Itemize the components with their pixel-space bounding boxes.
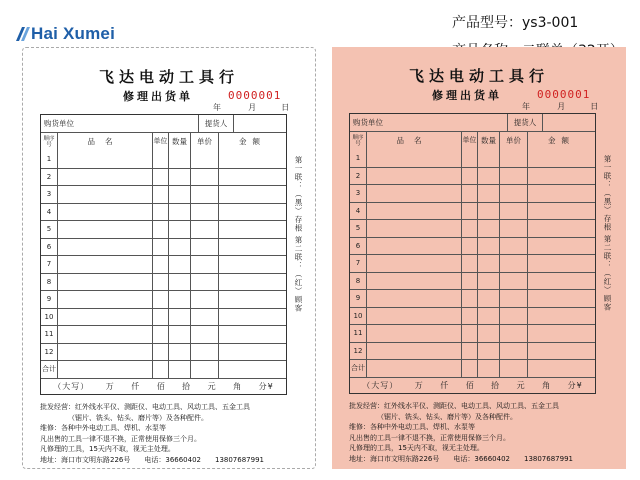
item-row: [41, 150, 286, 168]
item-row: [41, 255, 286, 273]
item-price-cell: [190, 274, 218, 291]
buyer-row: [41, 115, 286, 132]
capital-unit: 仟: [131, 381, 141, 391]
item-price-cell: [499, 149, 527, 167]
item-amount-cell: [218, 169, 286, 186]
row-number: 5: [46, 225, 52, 234]
item-unit-cell: [461, 273, 477, 290]
item-name-cell: [57, 326, 152, 343]
item-name-cell: [57, 291, 152, 308]
capital-unit: 分¥: [258, 381, 274, 391]
item-name-cell: [57, 204, 152, 221]
row-number: 7: [355, 259, 361, 268]
item-qty-cell: [477, 185, 499, 202]
row-number: 6: [355, 241, 361, 250]
note-line-4: 凡出售的工具一律不退不换，正常使用保修三个月。: [349, 433, 510, 442]
row-number: 3: [355, 189, 361, 198]
item-unit-cell: [461, 168, 477, 185]
logo-mark-icon: [16, 27, 30, 41]
item-row: [41, 325, 286, 343]
company-name: 飞达电动工具行: [408, 67, 549, 85]
header-row: [350, 131, 595, 149]
item-price-cell: [499, 203, 527, 220]
form-copy-pink: [332, 47, 626, 469]
item-qty-cell: [168, 239, 190, 256]
capital-unit: 佰: [465, 380, 475, 390]
item-row: [41, 238, 286, 256]
item-qty-cell: [168, 204, 190, 221]
capital-unit: 元: [516, 380, 526, 390]
item-qty-cell: [477, 343, 499, 360]
row-number: 10: [44, 312, 54, 321]
item-unit-cell: [461, 238, 477, 255]
row-number: 8: [355, 276, 361, 285]
item-unit-cell: [152, 186, 168, 203]
capital-unit: （大写）: [362, 380, 399, 390]
date-day: 日: [590, 102, 599, 111]
item-unit-cell: [461, 325, 477, 342]
item-qty-cell: [477, 273, 499, 290]
item-price-cell: [190, 344, 218, 361]
item-qty-cell: [477, 203, 499, 220]
note-line-5: 凡修理的工具，15天内不取，视无主处理。: [349, 444, 484, 452]
item-unit-cell: [461, 343, 477, 360]
capital-unit: 角: [542, 380, 552, 390]
item-row: [350, 237, 595, 255]
capital-unit: 仟: [440, 380, 450, 390]
note-line-1: 批发经营：红外线水平仪、测距仪、电动工具、风动工具、五金工具: [349, 402, 559, 410]
total-row: [350, 359, 595, 377]
item-unit-cell: [152, 256, 168, 273]
serial-number: 0000001: [537, 88, 591, 101]
item-amount-cell: [527, 308, 595, 325]
capital-unit: （大写）: [53, 381, 90, 391]
item-name-cell: [57, 344, 152, 361]
note-line-6: 地址：海口市文明东路226号 电话：36660402 13807687991: [349, 454, 573, 463]
item-unit-cell: [152, 309, 168, 326]
item-qty-cell: [168, 169, 190, 186]
item-name-cell: [57, 309, 152, 326]
item-name-cell: [366, 185, 461, 202]
row-number: 12: [44, 347, 54, 356]
item-amount-cell: [218, 291, 286, 308]
brand-logo: [16, 24, 115, 44]
item-qty-cell: [168, 344, 190, 361]
item-amount-cell: [218, 204, 286, 221]
item-name-cell: [366, 343, 461, 360]
item-row: [41, 273, 286, 291]
col-amount: 金额: [218, 133, 286, 150]
item-row: [350, 289, 595, 307]
item-qty-cell: [168, 291, 190, 308]
item-price-cell: [499, 220, 527, 237]
col-unit: 单位: [152, 133, 168, 150]
col-no: 顺序号: [43, 135, 55, 148]
company-name: 飞达电动工具行: [98, 68, 239, 86]
item-price-cell: [190, 256, 218, 273]
product-model: 产品型号：ys3-001: [452, 15, 579, 31]
order-table: [349, 113, 596, 394]
item-price-cell: [190, 169, 218, 186]
item-amount-cell: [527, 290, 595, 307]
row-number: 10: [353, 311, 363, 320]
row-number: 1: [355, 153, 361, 162]
total-label: 合计: [351, 364, 365, 373]
item-name-cell: [366, 273, 461, 290]
item-qty-cell: [168, 256, 190, 273]
item-unit-cell: [461, 290, 477, 307]
date-line: [522, 101, 598, 112]
item-price-cell: [499, 255, 527, 272]
total-label: 合计: [42, 365, 56, 374]
item-row: [41, 343, 286, 361]
item-unit-cell: [461, 149, 477, 167]
note-line-2: （锯片、铣头、钻头、磨片等）及各种配件。: [377, 412, 517, 421]
item-row: [41, 290, 286, 308]
item-row: [350, 272, 595, 290]
logo-text: Hai Xumei: [31, 24, 115, 43]
item-amount-cell: [218, 344, 286, 361]
buyer-label: 购货单位: [44, 119, 74, 128]
capital-amount: [41, 379, 286, 394]
picker-field: [542, 114, 595, 131]
item-row: [41, 308, 286, 326]
item-price-cell: [190, 204, 218, 221]
item-qty-cell: [168, 274, 190, 291]
capital-unit: 拾: [182, 381, 192, 391]
col-no: 顺序号: [352, 134, 364, 147]
item-name-cell: [366, 290, 461, 307]
capital-unit: 佰: [156, 381, 166, 391]
item-price-cell: [190, 186, 218, 203]
item-price-cell: [190, 150, 218, 168]
row-number: 12: [353, 346, 363, 355]
footer-notes: [349, 401, 619, 464]
item-qty-cell: [477, 308, 499, 325]
item-rows: [41, 150, 286, 360]
capital-row: [350, 377, 595, 393]
capital-row: [41, 378, 286, 394]
item-name-cell: [366, 168, 461, 185]
item-amount-cell: [527, 343, 595, 360]
item-amount-cell: [527, 273, 595, 290]
item-price-cell: [499, 308, 527, 325]
item-amount-cell: [218, 150, 286, 168]
item-price-cell: [190, 221, 218, 238]
item-row: [350, 342, 595, 360]
form-copy-white: [22, 47, 316, 469]
item-amount-cell: [527, 220, 595, 237]
date-day: 日: [281, 103, 290, 112]
capital-amount: [350, 378, 595, 393]
item-unit-cell: [461, 185, 477, 202]
item-amount-cell: [527, 238, 595, 255]
item-price-cell: [499, 290, 527, 307]
row-number: 5: [355, 224, 361, 233]
col-price: 单价: [190, 133, 218, 150]
item-qty-cell: [477, 325, 499, 342]
item-name-cell: [57, 186, 152, 203]
item-name-cell: [366, 203, 461, 220]
item-price-cell: [190, 326, 218, 343]
item-name-cell: [57, 274, 152, 291]
picker-label: 提货人: [198, 115, 233, 132]
col-price: 单价: [499, 132, 527, 149]
date-month: 月: [248, 103, 257, 112]
item-name-cell: [57, 221, 152, 238]
item-amount-cell: [218, 186, 286, 203]
row-number: 11: [353, 329, 363, 338]
item-name-cell: [366, 325, 461, 342]
item-row: [350, 184, 595, 202]
item-row: [350, 307, 595, 325]
item-qty-cell: [168, 221, 190, 238]
date-year: 年: [522, 102, 530, 111]
item-amount-cell: [527, 168, 595, 185]
col-qty: 数量: [477, 132, 499, 149]
date-month: 月: [557, 102, 566, 111]
item-row: [350, 254, 595, 272]
col-unit: 单位: [461, 132, 477, 149]
item-name-cell: [366, 308, 461, 325]
footer-notes: [40, 402, 310, 465]
item-amount-cell: [527, 203, 595, 220]
col-qty: 数量: [168, 133, 190, 150]
item-qty-cell: [168, 309, 190, 326]
row-number: 4: [355, 206, 361, 215]
col-amount: 金额: [527, 132, 595, 149]
item-unit-cell: [152, 221, 168, 238]
item-price-cell: [190, 291, 218, 308]
item-amount-cell: [218, 274, 286, 291]
form-title: 修理出货单: [123, 90, 193, 103]
item-amount-cell: [527, 149, 595, 167]
capital-unit: 拾: [491, 380, 501, 390]
capital-unit: 万: [105, 381, 115, 391]
item-name-cell: [366, 220, 461, 237]
item-qty-cell: [168, 186, 190, 203]
total-row: [41, 360, 286, 378]
picker-field: [233, 115, 286, 132]
item-amount-cell: [218, 326, 286, 343]
row-number: 3: [46, 190, 52, 199]
item-unit-cell: [461, 220, 477, 237]
picker-label: 提货人: [507, 114, 542, 131]
item-unit-cell: [461, 203, 477, 220]
item-name-cell: [57, 239, 152, 256]
item-qty-cell: [477, 290, 499, 307]
item-qty-cell: [477, 149, 499, 167]
capital-unit: 万: [414, 380, 424, 390]
buyer-label: 购货单位: [353, 118, 383, 127]
item-unit-cell: [152, 326, 168, 343]
note-line-4: 凡出售的工具一律不退不换，正常使用保修三个月。: [40, 434, 201, 443]
item-row: [350, 202, 595, 220]
item-row: [41, 203, 286, 221]
copy-note: 第一联：（黑）存根 第二联：（红）顾客: [294, 156, 303, 313]
item-amount-cell: [218, 239, 286, 256]
item-unit-cell: [152, 274, 168, 291]
item-row: [350, 149, 595, 167]
item-row: [350, 219, 595, 237]
item-price-cell: [499, 238, 527, 255]
item-row: [41, 168, 286, 186]
item-unit-cell: [152, 169, 168, 186]
item-price-cell: [499, 185, 527, 202]
item-unit-cell: [152, 344, 168, 361]
item-unit-cell: [152, 239, 168, 256]
note-line-6: 地址：海口市文明东路226号 电话：36660402 13807687991: [40, 455, 264, 464]
item-name-cell: [57, 256, 152, 273]
item-amount-cell: [527, 185, 595, 202]
row-number: 4: [46, 207, 52, 216]
item-amount-cell: [218, 309, 286, 326]
order-table: [40, 114, 287, 395]
row-number: 9: [355, 294, 361, 303]
row-number: 8: [46, 277, 52, 286]
serial-number: 0000001: [228, 89, 282, 102]
item-name-cell: [57, 150, 152, 168]
item-amount-cell: [527, 255, 595, 272]
item-unit-cell: [152, 291, 168, 308]
item-price-cell: [190, 309, 218, 326]
row-number: 1: [46, 154, 52, 163]
date-line: [213, 102, 289, 113]
note-line-3: 维修：各种中外电动工具、焊机、水泵等: [349, 423, 475, 431]
row-number: 11: [44, 330, 54, 339]
row-number: 6: [46, 242, 52, 251]
item-amount-cell: [218, 256, 286, 273]
row-number: 9: [46, 295, 52, 304]
item-qty-cell: [477, 168, 499, 185]
item-row: [350, 324, 595, 342]
buyer-row: [350, 114, 595, 131]
item-amount-cell: [218, 221, 286, 238]
item-rows: [350, 149, 595, 359]
item-row: [350, 167, 595, 185]
capital-unit: 角: [233, 381, 243, 391]
item-unit-cell: [152, 204, 168, 221]
item-name-cell: [57, 169, 152, 186]
item-amount-cell: [527, 325, 595, 342]
item-price-cell: [499, 343, 527, 360]
item-qty-cell: [477, 220, 499, 237]
form-title: 修理出货单: [432, 89, 502, 102]
row-number: 7: [46, 260, 52, 269]
row-number: 2: [355, 171, 361, 180]
capital-unit: 分¥: [567, 380, 583, 390]
capital-unit: 元: [207, 381, 217, 391]
item-name-cell: [366, 238, 461, 255]
item-price-cell: [499, 273, 527, 290]
item-unit-cell: [461, 308, 477, 325]
item-unit-cell: [152, 150, 168, 168]
item-unit-cell: [461, 255, 477, 272]
note-line-3: 维修：各种中外电动工具、焊机、水泵等: [40, 424, 166, 432]
note-line-5: 凡修理的工具，15天内不取，视无主处理。: [40, 445, 175, 453]
item-qty-cell: [168, 326, 190, 343]
item-price-cell: [499, 168, 527, 185]
header-row: [41, 132, 286, 150]
item-qty-cell: [477, 238, 499, 255]
row-number: 2: [46, 172, 52, 181]
note-line-1: 批发经营：红外线水平仪、测距仪、电动工具、风动工具、五金工具: [40, 403, 250, 411]
copy-note: 第一联：（黑）存根 第二联：（红）顾客: [603, 155, 612, 312]
item-name-cell: [366, 255, 461, 272]
item-row: [41, 185, 286, 203]
item-qty-cell: [477, 255, 499, 272]
note-line-2: （锯片、铣头、钻头、磨片等）及各种配件。: [68, 413, 208, 422]
item-name-cell: [366, 149, 461, 167]
col-name: 品名: [57, 133, 152, 150]
item-price-cell: [499, 325, 527, 342]
item-row: [41, 220, 286, 238]
item-qty-cell: [168, 150, 190, 168]
col-name: 品名: [366, 132, 461, 149]
item-price-cell: [190, 239, 218, 256]
date-year: 年: [213, 103, 221, 112]
